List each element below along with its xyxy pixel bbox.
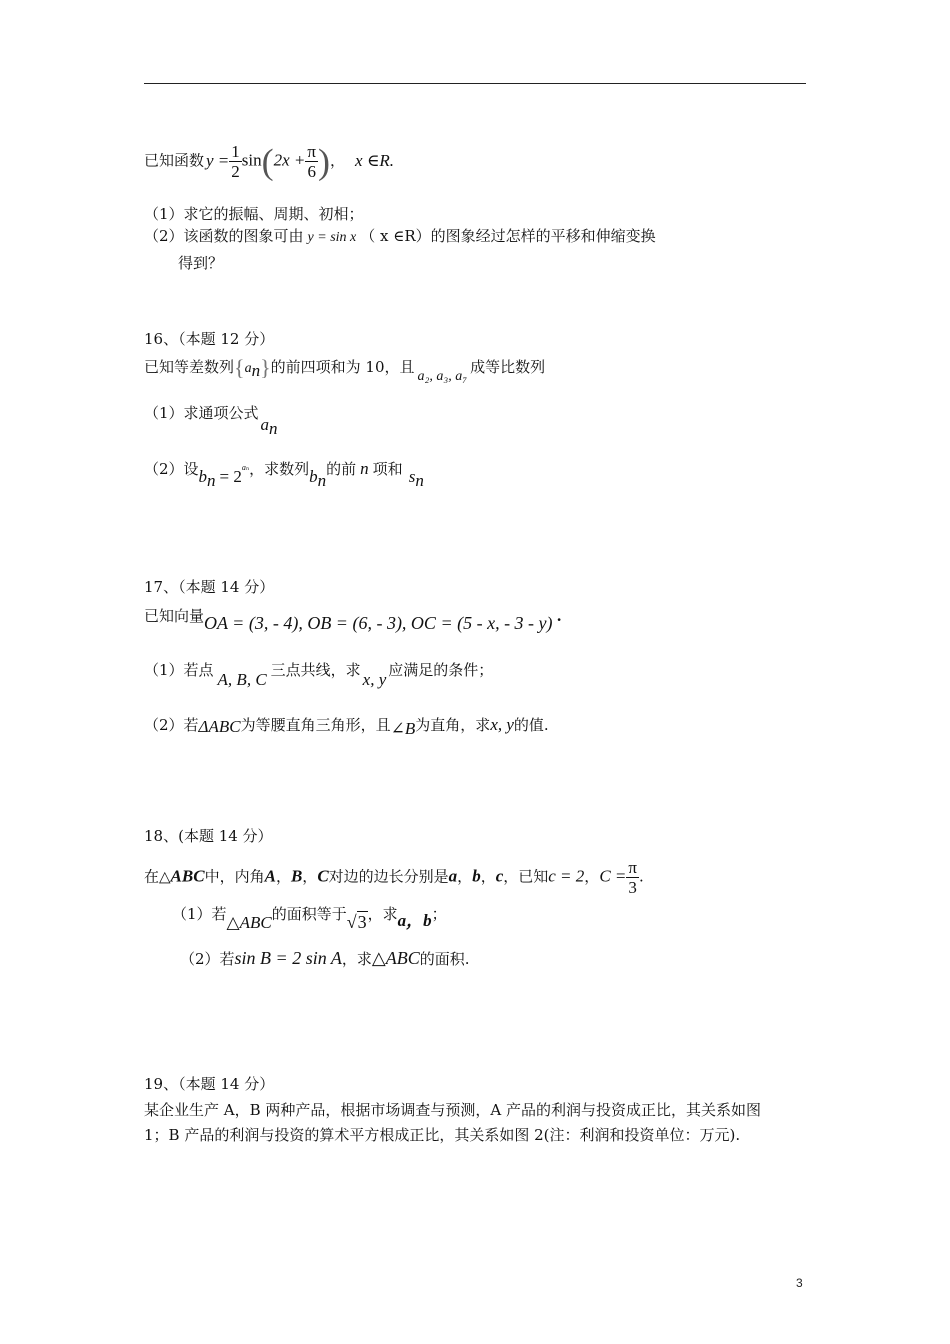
q18-stem-sep3: ，	[457, 867, 473, 886]
q16-stem-suffix: 成等比数列	[470, 358, 546, 376]
q16-stem-mid: 的前四项和为 10，且	[270, 358, 415, 376]
q15-sep: ，	[330, 151, 346, 170]
q17-stem-prefix: 已知向量	[144, 607, 205, 625]
q18-stem-a: 在△	[144, 867, 171, 886]
q18-stem-abc: ABC	[170, 866, 205, 886]
q18-part1-sqrt: √3	[346, 912, 367, 932]
q15-sin: sin	[241, 150, 262, 170]
q18-part2	[180, 948, 470, 969]
q18-part1-radicand: 3	[357, 912, 367, 932]
q16-part2-ssub: n	[415, 471, 424, 490]
q16-part1-var: a	[260, 415, 270, 434]
q17-part2-suffix: 的值.	[513, 716, 549, 734]
q16-part2-n: n	[360, 459, 369, 478]
q15-part1: （1）求它的振幅、周期、初相；	[144, 205, 364, 223]
page-number: 3	[796, 1276, 803, 1290]
q18-stem-vc: c	[495, 866, 504, 886]
q15-half-num: 1	[231, 142, 240, 161]
q18-part2-mid: ，求	[341, 950, 372, 968]
q17-part1-points: A, B, C	[217, 670, 267, 689]
q18-stem-c: 对边的边长分别是	[328, 867, 449, 886]
q18-part1-tri: △ABC	[226, 913, 272, 932]
q17-part2-prefix: （2）若	[144, 716, 199, 734]
header-rule	[144, 83, 806, 84]
q18-part1-mid2: ，求	[367, 905, 398, 923]
q17-part1-vars: x, y	[362, 670, 387, 689]
q16-part2-eq: = 2	[219, 467, 242, 486]
q18-cond1: c = 2	[548, 866, 585, 886]
q18-stem-b: 中，内角	[204, 867, 265, 886]
q16-part2	[144, 456, 424, 490]
q18-stem-d: ，已知	[503, 867, 549, 886]
q17-stem-end: .	[556, 607, 562, 625]
q18-stem	[144, 858, 644, 897]
q19-line1: 某企业生产 A，B 两种产品，根据市场调查与预测，A 产品的利润与投资成正比，其关系如图	[144, 1101, 761, 1119]
q18-stem-sep4: ，	[480, 867, 496, 886]
q18-cond2: C =	[599, 866, 627, 886]
q17-part2-mid: 为等腰直角三角形，且	[240, 716, 391, 734]
q18-part2-prefix: （2）若	[180, 950, 235, 968]
q18-pi-num: π	[628, 858, 637, 877]
q15-part2	[144, 226, 656, 248]
q17-header: 17、（本题 14 分）	[144, 578, 275, 596]
q16-part2-bsub: n	[207, 471, 216, 490]
q15-arg: 2x +	[273, 150, 306, 170]
q15-part2-prefix: （2）该函数的图象可由	[144, 227, 304, 245]
q18-part1-end: ；	[431, 905, 447, 923]
q15-part2-domain: （ x ∈R）的图象经过怎样的平移和伸缩变换	[360, 227, 656, 245]
q18-part1	[172, 903, 447, 932]
q16-seq: a	[244, 361, 252, 376]
q18-stem-va: a	[448, 866, 458, 886]
q18-part2-end: 的面积.	[419, 950, 470, 968]
q18-stem-end: .	[638, 867, 644, 886]
q15-stem-prefix: 已知函数	[144, 151, 205, 170]
q16-seq-sub: n	[251, 361, 261, 380]
q16-stem	[144, 355, 546, 384]
q19-line2: 1；B 产品的利润与投资的算术平方根成正比，其关系如图 2(注：利润和投资单位：万元).	[144, 1126, 741, 1144]
q18-pi-den: 3	[628, 878, 637, 897]
q18-header: 18、(本题 14 分）	[144, 827, 273, 845]
q15-domain: x ∈R.	[355, 150, 395, 170]
q16-left-brace: {	[234, 355, 245, 380]
q15-pi-fraction	[305, 142, 318, 181]
q18-stem-C: C	[317, 866, 329, 886]
q18-part2-tri: △ABC	[371, 948, 420, 968]
q18-part1-mid: 的面积等于	[271, 905, 347, 923]
q18-stem-e: ，	[584, 867, 600, 886]
q16-part2-s: s	[408, 467, 416, 486]
q17-part2-vars: x, y	[490, 715, 514, 734]
q18-stem-sep1: ，	[275, 867, 291, 886]
q18-stem-A: A	[264, 866, 276, 886]
q15-half-den: 2	[231, 162, 240, 181]
q16-stem-prefix: 已知等差数列	[144, 358, 235, 376]
q17-part2-tri: ΔABC	[198, 717, 241, 736]
q16-part2-b2sub: n	[317, 471, 327, 490]
q17-part2	[144, 715, 549, 738]
q16-part1	[144, 403, 278, 438]
q18-stem-B: B	[290, 866, 303, 886]
q15-func-lhs: y =	[206, 150, 230, 170]
q18-stem-sep2: ，	[302, 867, 318, 886]
q16-right-brace: }	[260, 355, 271, 380]
q16-part2-prefix: （2）设	[144, 460, 199, 478]
q15-stem	[144, 142, 394, 181]
q18-part1-prefix: （1）若	[172, 905, 227, 923]
q18-stem-vb: b	[472, 866, 481, 886]
q15-part2-cont: 得到？	[178, 254, 224, 272]
q16-part2-exp: aₙ	[241, 463, 250, 472]
q16-part2-b2: b	[309, 467, 318, 486]
q16-part2-mid3: 项和	[372, 460, 403, 478]
q15-part2-func: y = sin x	[307, 230, 357, 245]
q16-part1-text: （1）求通项公式	[144, 404, 259, 422]
q15-right-paren: )	[318, 141, 331, 182]
q17-part1-mid: 三点共线，求	[270, 661, 361, 679]
q15-pi-den: 6	[307, 162, 316, 181]
q17-part2-angle: ∠B	[390, 719, 416, 738]
q19-header: 19、（本题 14 分）	[144, 1075, 275, 1093]
q16-header: 16、（本题 12 分）	[144, 330, 275, 348]
q16-part2-mid2: 的前	[326, 460, 357, 478]
q16-part1-sub: n	[269, 419, 278, 438]
q18-part2-eq: sin B = 2 sin A	[234, 948, 342, 968]
q18-part1-vars: a，b	[397, 911, 432, 930]
q17-stem	[144, 605, 562, 633]
q15-pi-num: π	[307, 142, 317, 161]
q16-part2-b: b	[198, 467, 208, 486]
q15-left-paren: (	[261, 141, 274, 182]
q16-part2-mid: ，求数列	[249, 460, 310, 478]
q17-vectors: OA = (3, - 4), OB = (6, - 3), OC = (5 - x, - 3 - y)	[204, 613, 553, 633]
q15-half-fraction	[229, 142, 242, 181]
q17-part1	[144, 660, 494, 689]
q16-terms: a₂, a₃, a₇	[417, 369, 468, 384]
q17-part1-suffix: 应满足的条件；	[388, 661, 494, 679]
q17-part1-prefix: （1）若点	[144, 661, 214, 679]
q17-part2-mid2: 为直角，求	[415, 716, 491, 734]
q18-pi-fraction	[626, 858, 639, 897]
